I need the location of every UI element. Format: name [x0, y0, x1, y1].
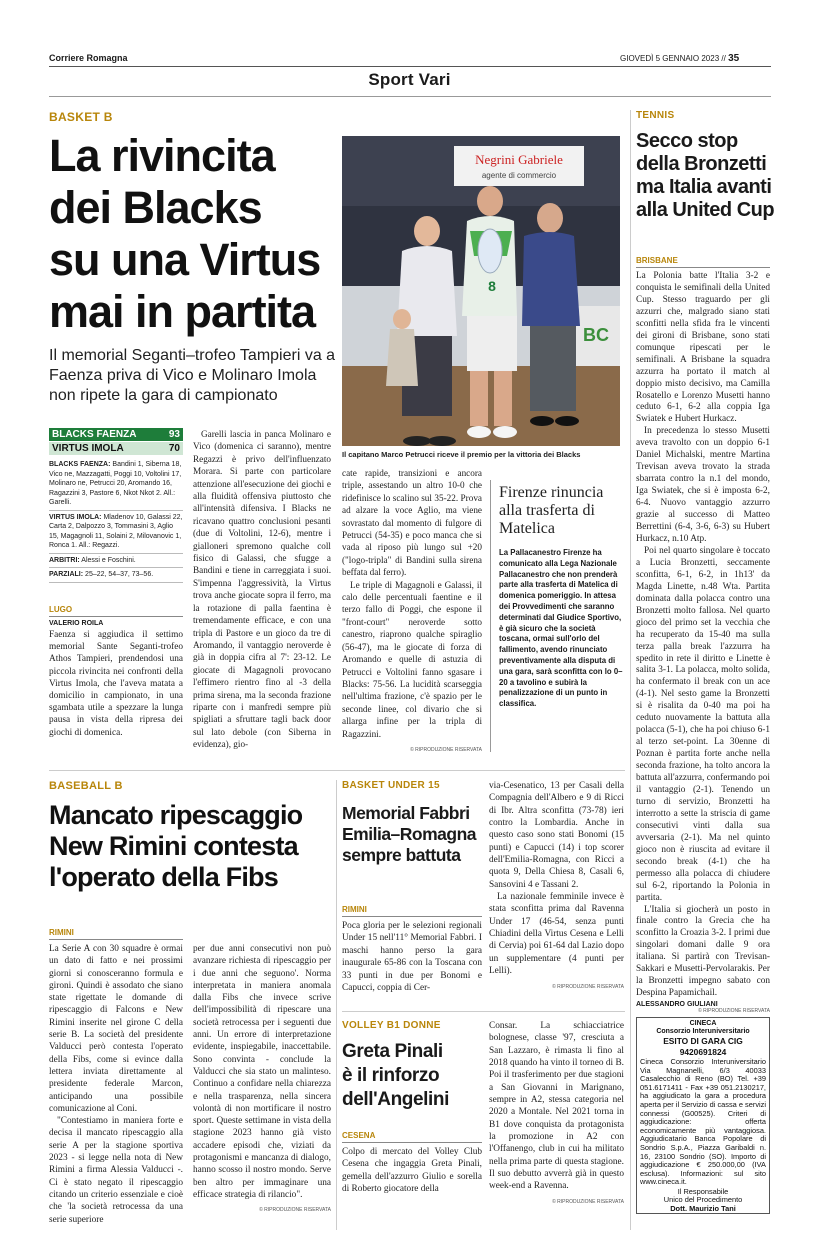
baseball-col2: per due anni consecutivi non può avanzare richiesta di ripescaggio per i due anni che seguono'. Norma interpretata in maniera anomala dalla Fibs che invece scrive dell'impossibilità di ripescare una società retrocessa per i seguenti due anni. Un errore di interpretazione evidente, inspiegabile, inaccettabile. Sono convinta - conclude la Valducci che sia stato un malinteso. Continuo a confidare nella chiarezza e nella trasparenza, nella sincera volontà di non mortificare il nostro sport. Queste settimane in vista della stagione 2023 hanno già visto accadere episodi che, viziati da protagonismi e mancanza di dialogo, hanno scosso il nostro mondo. Serve ben altro per immaginare una efficace strategia di rilancio". © RIPRODUZIONE RISERVATA — [193, 943, 331, 1217]
sponsor-logo: BC — [583, 325, 609, 345]
firenze-title: Firenze rinuncia alla trasferta di Matelica — [499, 484, 604, 537]
dateline-lugo: LUGO — [49, 605, 183, 617]
mid-rule-2 — [342, 1011, 625, 1012]
team-points: 70 — [168, 443, 180, 454]
headline-line: dell'Angelini — [342, 1089, 449, 1110]
headline-line: sempre battuta — [342, 845, 461, 865]
copyright: © RIPRODUZIONE RISERVATA — [698, 1008, 770, 1015]
headline-line: l'operato della Fibs — [49, 862, 278, 892]
jersey-number: 8 — [488, 278, 496, 294]
volley-col1 — [342, 1131, 482, 1196]
score-row-imola — [49, 442, 183, 455]
fact-label: BLACKS FAENZA: — [49, 461, 111, 468]
header-rule — [49, 66, 771, 67]
volley-col2: Consar. La schiacciatrice bolognese, classe '97, cresciuta a San Lazzaro, è rimasta li fino al 2018 quando ha vinto il torneo di B. Poi il trasferimento per due stagioni a San Giovanni in Marignano, sempre in A2, stessa categoria nel 2020 a Montale. Nel 2021 torna in B1 dove conquista da protagonista la promozione in A2 con l'Offanengo, club in cui ha militato nella prima parte di questa stagione. Il suo debutto avverrà già in questo week-end a Ravenna. © RIPRODUZIONE RISERVATA — [489, 1020, 624, 1208]
fact-label: ARBITRI: — [49, 556, 80, 564]
headline-line: Memorial Fabbri — [342, 803, 470, 823]
dateline-cesena: CESENA — [342, 1131, 482, 1143]
kicker-basket-b: BASKET B — [49, 110, 113, 124]
firenze-box-line — [490, 480, 491, 752]
copyright: © RIPRODUZIONE RISERVATA — [552, 1198, 624, 1205]
headline-under15 — [342, 803, 476, 866]
under15-col1 — [342, 905, 482, 994]
headline-line: ma Italia avanti — [636, 176, 772, 198]
banner-subtext: agente di commercio — [481, 171, 557, 180]
paper-name: Corriere Romagna — [49, 53, 128, 63]
ad-esito: ESITO DI GARA CIG 9420691824 — [663, 1036, 743, 1057]
under15-col2: via-Cesenatico, 13 per Casali della Compagnia dell'Albero e 9 di Ricci di Ibr. Altra sconfitta (73-78) ieri contro la Lombardia. Anche in questo caso sono stati Bonomi (15 punti) e Capucci (14) i top scorer dell'Emilia-Romagna, con Ricci a quota 9, Della Chiesa 8, Casali 6, Sansovini 4 e Tassani 2. La nazionale femminile invece è stata sconfitta prima dal Ravenna Under 17 (46-54, senza punti Chiadini della Virtus Cesena e Lelli di Cervia) poi 61-64 dal Lazio dopo un supplementare (4 punti per Lelli). © RIPRODUZIONE RISERVATA — [489, 780, 624, 993]
team-name: BLACKS FAENZA — [52, 429, 137, 440]
kicker-under15: BASKET UNDER 15 — [342, 780, 440, 791]
kicker-baseball: BASEBALL B — [49, 780, 123, 792]
byline: ALESSANDRO GIULIANI — [636, 1001, 718, 1009]
fact-text: 25–22, 54–37, 73–56. — [85, 571, 154, 578]
headline-line: alla United Cup — [636, 199, 775, 221]
scorebox — [49, 428, 183, 583]
column-divider — [336, 780, 337, 1230]
legal-ad — [636, 1017, 770, 1214]
blacks-col2: Garelli lascia in panca Molinaro e Vico (domenica ci saranno), mentre Regazzi è privo dell'influenzato Morara. Si parte con particolare attenzione all'esecuzione dei giochi e alla fluidità offensiva piuttosto che all'intensità difensiva. I Blacks ne ricavano quattro conclusioni pesanti (due di Voltolini, 12-6), mentre i gialloneri spremono qualche coll fisico di Galassi, che sfugge a Bandini e tiene in carreggiata i suoi. S'impenna l'aggressività, la Virtus trova anche giocate sopra il ferro, ma la rotazione di palla faentina è tremendamente efficace, e con una tripla di Pastore e un gioco da tre di Aromando, il vantaggio neroverde è già in doppia cifra al 7': 23-12. Le giocate di Magagnoli provocano l'effimero rientro fino al -3 della prima sirena, ma la seconda frazione riparte con i manfredi sempre più spigliati a sfruttare tagli back door sul lato debole (con Siberna in evidenza), gio- — [193, 429, 331, 750]
page-date — [620, 53, 739, 64]
dateline-brisbane: BRISBANE — [636, 256, 770, 268]
fact-label: VIRTUS IMOLA: — [49, 513, 102, 521]
blacks-col3: cate rapide, transizioni e ancora triple, assestando un altro 10-0 che ridefinisce lo scalino sul 35-22. Prova ad alzare la voce Aglio, ma viene sovrastato dal momento di fulgore di Petrucci (54-35) e poco manca che si vada al riposo più lungo sul +20 ("logo-tripla" di Bandini sulla sirena beffata dal ferro). Le triple di Magagnoli e Galassi, il calo delle percentuali faentine e il terzo fallo di Poggi, che espone il "front-court" neroverde sotto canestro, riaprono qualche spiraglio (56-47), ma le giocate di forza di Aromando e quelle di astuzia di Petrucci e Voltolini fanno sgasare i Blacks: 75-56. La lucidità scarseggia nell'ultima frazione, c'è spazio per le seconde linee, col divario che si allarga infine per la tripla di Ragazzini. © RIPRODUZIONE RISERVATA — [342, 467, 482, 756]
headline-line: Greta Pinali — [342, 1041, 443, 1062]
headline-line: New Rimini contesta — [49, 831, 298, 861]
headline-line: Emilia–Romagna — [342, 824, 477, 844]
headline-volley — [342, 1040, 449, 1112]
blacks-col1 — [49, 605, 183, 739]
column-divider — [630, 110, 631, 1230]
article-text: La Polonia batte l'Italia 3-2 e conquista le semifinali della United Cup. Stesso traguardo per gli azzurri che, malgrado siano stati sconfitti nella sfida fra le vincenti dei gironi di Brisbane, sono stati comunque ripescati per le semifinali. A Brisbane la squadra azzurra ha portato il match al doppio misto decisivo, ma Camilla Rosatello e Lorenzo Musetti hanno ceduto 6-1, 6-2 alla coppia Iga Swiatek e Hubert Hurkacz. In precedenza lo stesso Musetti aveva travolto con un doppio 6-1 Daniel Michalski, mentre Martina Trevisan aveva trovato la strada sbarrata contro la n.1 del mondo, Iga Swiatek, che si è imposta 6-2, 6-4. Nuovo vantaggio azzurro grazie al successo di Matteo Berrettini (6-4, 3-6, 6-3) su Hubert Hurkacz, n.10 Atp. Poi nel quarto singolare è toccato a Lucia Bronzetti, seccamente sconfitta, 6-1, 6-2, in 1h13' da Magda Linette, n.48 Wta. Partita dominata dalla polacca contro una Bronzetti molto fallosa. Nel quarto gioco del primo set la vecchia che ha recuperato da 15-40 ma sulla terza palla break l'azzurra ha spedito in rete il diritto e Linette è salita 3-1. La polacca, molto solida, ha confermato il break con un ace (4-1). Nel sesto game la Bronzetti si è risalita da 0-40 ma poi ha ceduto nuovamente la battuta alla polacca (5-1), che ha poi chiuso 6-1 al terzo set-point. La 30enne di Poznan è partita forte anche nella seconda frazione, ha tolto ancora la battuta all'azzurra, confermando poi il vantaggio (2-1). Tenendo un turno di servizio, Bronzetti ha interrotto a sette la striscia di game consecutivi vinti dalla sua avversaria (2-1). Ma nel quinto gioco non è riuscita ad evitare il secondo break (4-1) che ha permesso alla polacca di chiudere sul 6-2, riportando la Polonia in partita. L'Italia si giocherà un posto in finale contro la Grecia che ha sconfitto la Croazia 3-2. I primi due singolari domani dalle 9 ora italiana. Si partirà con Trevisan-Sakkari e Musetti-Pervolarakis. Per la Bronzetti impegno sabato con Despina Papamichail. — [636, 271, 770, 999]
article-text: Colpo di mercato del Volley Club Cesena che ingaggia Greta Pinali, gemella dell'azzurro Giulio e sorella di Roberto giocatore della — [342, 1147, 482, 1195]
page-number: 35 — [728, 53, 740, 64]
dateline-rimini: RIMINI — [49, 928, 183, 940]
copyright: © RIPRODUZIONE RISERVATA — [552, 983, 624, 990]
dateline-rimini: RIMINI — [342, 905, 482, 917]
score-row-faenza — [49, 428, 183, 441]
banner-text: Negrini Gabriele — [475, 152, 563, 167]
ad-sign: Il Responsabile — [677, 1186, 729, 1196]
date-text: GIOVEDÌ 5 GENNAIO 2023 // — [620, 54, 726, 63]
fact-text: Mladenov 10, Galassi 22, Carta 2, Dalpozzo 3, Tommasini 3, Aglio 15, Magagnoli 11, Solaini 2, Milovanovic 1, Ronca 1. All.: Regazzi. — [49, 513, 183, 549]
team-name: VIRTUS IMOLA — [52, 443, 124, 454]
article-text: Poca gloria per le selezioni regionali Under 15 nell'11° Memorial Fabbri. I maschi hanno perso la gara inaugurale 65-86 con la Toscana con 33 punti in due per Bonomi e Capucci, coppia di Cer- — [342, 921, 482, 994]
headline-line: della Bronzetti — [636, 153, 767, 175]
headline-line: dei Blacks — [49, 182, 262, 233]
copyright: © RIPRODUZIONE RISERVATA — [410, 746, 482, 753]
photo-caption: Il capitano Marco Petrucci riceve il premio per la vittoria dei Blacks — [342, 450, 581, 459]
ad-sign: Dott. Maurizio Tani — [670, 1203, 736, 1213]
ad-org: CINECA — [689, 1020, 717, 1027]
fact-text: Alessi e Foschini. — [81, 556, 136, 564]
headline-baseball — [49, 800, 302, 893]
headline-line: è il rinforzo — [342, 1065, 440, 1086]
headline-line: mai in partita — [49, 286, 316, 337]
ad-org-sub: Consorzio Interuniversitario — [656, 1028, 750, 1035]
firenze-text: La Pallacanestro Firenze ha comunicato alla Lega Nazionale Pallacanestro che non prenderà parte alla trasferta di Matelica di domenica pomeriggio. In attesa dei Provvedimenti che saranno determinati dal Giudice Sportivo, è già sicuro che la società toscana, ormai sull'orlo del fallimento, avendo rinunciato preventivamente alla disputa di una gara, sarà sconfitta con lo 0–20 a tavolino e subirà la penalizzazione di un punto in classifica. — [499, 548, 623, 709]
mid-rule — [49, 770, 625, 771]
firenze-box — [499, 484, 624, 710]
ad-text: Cineca Consorzio Interuniversitario Via Magnanelli, 6/3 40033 Casalecchio di Reno (BO) Tel. +39 051.6171411 - Fax +39 051.2130217, ha aggiudicato la gara a procedura aperta per il Servizio di cassa e servizi connessi (G00525). Criteri di aggiudicazione: offerta economicamente più vantaggiosa. Aggiudicatario Banca Popolare di Sondrio S.p.A., Piazza Garibaldi n. 16, 23100 Sondrio (SO). Importo di aggiudicazione € 250.000,00 (IVA esclusa). Informazioni: sul sito www.cineca.it. — [640, 1057, 766, 1187]
copyright: © RIPRODUZIONE RISERVATA — [259, 1207, 331, 1214]
headline-line: La rivincita — [49, 130, 275, 181]
fact-label: PARZIALI: — [49, 571, 84, 578]
kicker-volley: VOLLEY B1 DONNE — [342, 1020, 441, 1031]
article-text: Faenza si aggiudica il settimo memorial Sante Seganti-trofeo Athos Tampieri, prendendosi una piccola rivincita nei confronti della Virtus Imola, che l'aveva matata a domicilio in campionato, in una sgambata utile a spezzare la lunga pausa in vista della ripresa dei giochi di domenica. — [49, 630, 183, 738]
box-facts — [49, 458, 183, 583]
baseball-col1 — [49, 928, 183, 1226]
team-points: 93 — [168, 429, 180, 440]
headline-line: Secco stop — [636, 130, 738, 152]
fact-text: Bandini 1, Siberna 18, Vico ne, Mazzagatti, Poggi 10, Voltolini 17, Molinaro ne, Petrucci 20, Aromando 16, Ragazzini 3, Pastore 6, Nkot Nkot 2. All.: Garelli. — [49, 461, 182, 506]
article-text: La Serie A con 30 squadre è ormai un dato di fatto e nei prossimi giorni si conosceranno formula e gironi. Quindi è assodato che siano state rigettate le domande di ripescaggio di Falcons e New Rimini inserite nel girone C della serie B. La società del presidente Valducci però contesta l'operato della Fibs, come si evince dalla lettera inviata direttamente al presidente federale Marcon, anticipando una possibile comunicazione al Coni. "Contestiamo in maniera forte e decisa il mancato ripescaggio alla serie A per la stagione sportiva 2023 - si legge nella nota di New Rimini a firma Alessia Valducci -. Ci è stato negato il ripescaggio citando un criterio essenziale e cioè che 'la società retrocessa da una serie superiore — [49, 944, 183, 1225]
photo-image — [342, 136, 620, 446]
headline-tennis — [636, 130, 774, 222]
section-title: Sport Vari — [368, 70, 451, 89]
byline: VALERIO ROILA — [49, 620, 104, 627]
tennis-text — [636, 256, 770, 1014]
ad-sign: Unico del Procedimento — [663, 1195, 743, 1205]
subtitle-blacks: Il memorial Seganti–trofeo Tampieri va a Faenza priva di Vico e Molinaro Imola non ripete la gara di campionato — [49, 347, 336, 404]
headline-line: su una Virtus — [49, 234, 321, 285]
photo-award — [342, 136, 620, 446]
headline-blacks — [49, 130, 339, 338]
section-rule — [49, 96, 771, 97]
kicker-tennis: TENNIS — [636, 110, 675, 121]
headline-line: Mancato ripescaggio — [49, 800, 303, 830]
